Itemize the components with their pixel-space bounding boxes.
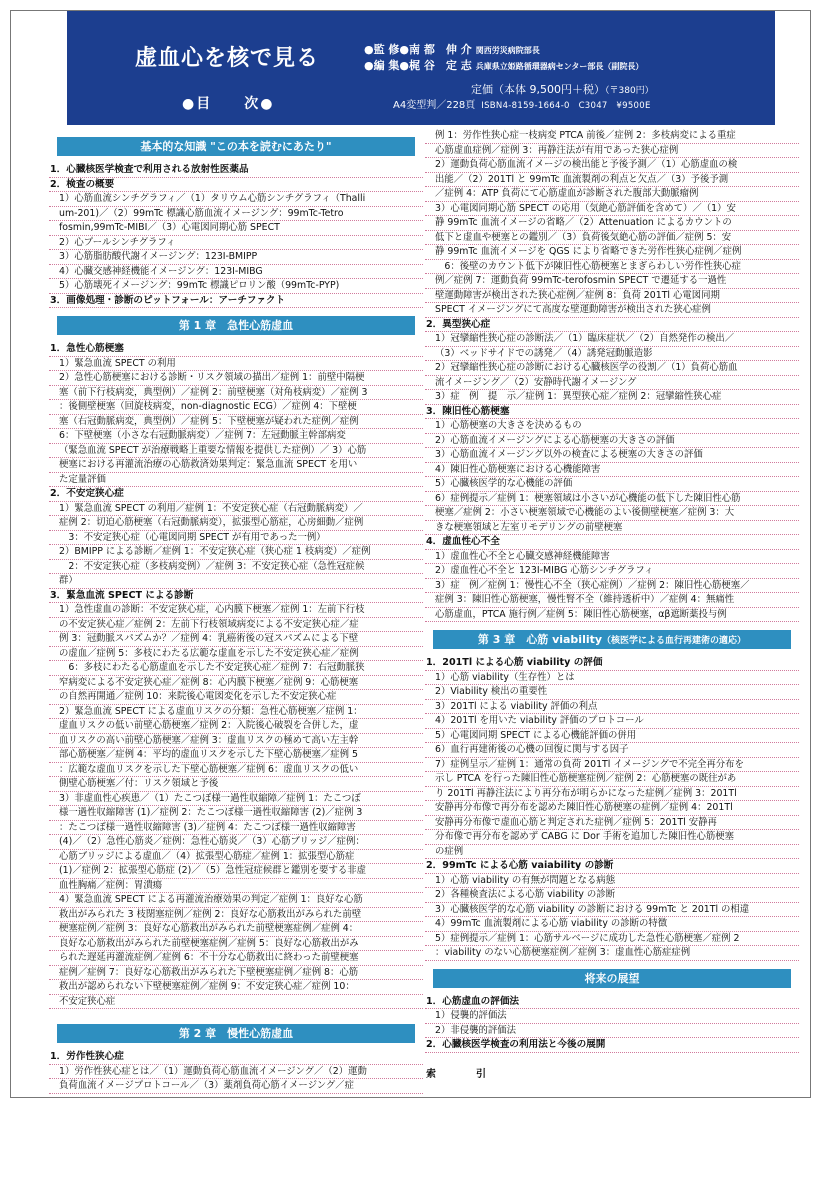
price bbox=[471, 81, 654, 97]
section-heading: 1．心筋虚血の評価法 bbox=[425, 995, 799, 1010]
section-heading: 4．虚血性心不全 bbox=[425, 535, 799, 550]
toc-item: (4)／（2）急性心筋炎／症例：急性心筋炎／（3）心筋ブリッジ／症例： bbox=[49, 835, 423, 850]
toc-item: 負荷血流イメージプロトコール／（3）薬剤負荷心筋イメージング／症 bbox=[49, 1079, 423, 1094]
toc-item: 1）心筋 viability（生存性）とは bbox=[425, 671, 799, 686]
toc-item: 窄病変による不安定狭心症／症例 8：心内膜下梗塞／症例 9：心筋梗塞 bbox=[49, 676, 423, 691]
index-heading: 索引 bbox=[426, 1068, 526, 1080]
toc-item: ／症例 4：ATP 負荷にて心筋虚血が診断された腹部大動脈瘤例 bbox=[425, 187, 799, 202]
toc-item: 3）心筋脂肪酸代謝イメージング：123I-BMIPP bbox=[49, 250, 423, 265]
toc-item: 梗塞症例／症例 3：良好な心筋救出がみられた前壁梗塞症例／症例 4： bbox=[49, 922, 423, 937]
toc-item: ：広範な虚血リスクを示した下壁心筋梗塞／症例 6：虚血リスクの低い bbox=[49, 763, 423, 778]
toc-item: ：viability のない心筋梗塞症例／症例 3：虚血性心筋症症例 bbox=[425, 946, 799, 961]
toc-item: 梗塞における再灌流治療の心筋救済効果判定：緊急血流 SPECT を用い bbox=[49, 458, 423, 473]
chapter-title: 第 2 章 慢性心筋虚血 bbox=[178, 1027, 294, 1040]
toc-item: 安静再分布像で虚血心筋と判定された症例／症例 5：201Tl 安静再 bbox=[425, 816, 799, 831]
toc-item: 示し PTCA を行った陳旧性心筋梗塞症例／症例 2：心筋梗塞の既往があ bbox=[425, 772, 799, 787]
toc-item: 5）心筋壊死イメージング：99mTc 標識ピロリン酸（99mTc-PYP) bbox=[49, 279, 423, 294]
toc-item: られた遅延再灌流症例／症例 6：不十分な心筋救出に終わった前壁梗塞 bbox=[49, 951, 423, 966]
chapter-title: 将来の展望 bbox=[584, 971, 640, 985]
toc-item: 3）心臓核医学的な心筋 viability の診断における 99mTc と 201Tl の相違 bbox=[425, 903, 799, 918]
toc-item: SPECT イメージングにて高度な壁運動障害が検出された狭心症例 bbox=[425, 303, 799, 318]
toc-item: 心筋虚血症例／症例 3：再静注法が有用であった狭心症例 bbox=[425, 144, 799, 159]
toc-item: 2）BMIPP による診断／症例 1：不安定狭心症（狭心症 1 枝病変）／症例 bbox=[49, 545, 423, 560]
toc-item: 1）急性虚血の診断：不安定狭心症，心内膜下梗塞／症例 1：左前下行枝 bbox=[49, 603, 423, 618]
section-heading: 3．陳旧性心筋梗塞 bbox=[425, 405, 799, 420]
toc-item: 6：後壁のカウント低下が陳旧性心筋梗塞とまぎらわしい労作性狭心症 bbox=[425, 260, 799, 275]
section-heading: 1．労作性狭心症 bbox=[49, 1050, 423, 1065]
supervisor-affiliation: 関西労災病院部長 bbox=[475, 46, 540, 55]
toc-item: 1）心筋 viability の有無が問題となる病態 bbox=[425, 874, 799, 889]
toc-item: 2）虚血性心不全と 123I-MIBG 心筋シンチグラフィ bbox=[425, 564, 799, 579]
toc-item: 3）201Tl による viability 評価の利点 bbox=[425, 700, 799, 715]
toc-item: 4）緊急血流 SPECT による再灌流治療効果の判定／症例 1：良好な心筋 bbox=[49, 893, 423, 908]
toc-item: 1）虚血性心不全と心臓交感神経機能障害 bbox=[425, 550, 799, 565]
toc-item: ：たこつぼ様一過性収縮障害 (3)／症例 4：たこつぼ様一過性収縮障害 bbox=[49, 821, 423, 836]
toc-item: um-201)／（2）99mTc 標識心筋血流イメージング：99mTc-Tetro bbox=[49, 207, 423, 222]
toc-item: 症例／症例 7：良好な心筋救出がみられた下壁梗塞症例／症例 8：心筋 bbox=[49, 966, 423, 981]
toc-item: た定量評価 bbox=[49, 473, 423, 488]
toc-item: 2：不安定狭心症（多枝病変例）／症例 3：不安定狭心症（急性冠症候 bbox=[49, 560, 423, 575]
editor-affiliation: 兵庫県立姫路循環器病センター部長（副院長） bbox=[475, 62, 644, 71]
section-heading: 2．検査の概要 bbox=[49, 178, 423, 193]
toc-item: 1）緊急血流 SPECT の利用 bbox=[49, 357, 423, 372]
toc-item: 1）心筋梗塞の大きさを決めるもの bbox=[425, 419, 799, 434]
chapter-header bbox=[433, 630, 791, 649]
toc-item: 様一過性収縮障害 (1)／症例 2：たこつぼ様一過性収縮障害 (2)／症例 3 bbox=[49, 806, 423, 821]
toc-item: 3）症 例 提 示／症例 1：異型狭心症／症例 2：冠攣縮性狭心症 bbox=[425, 390, 799, 405]
editor-name: 梶 谷 定 志 bbox=[409, 59, 472, 72]
section-heading: 2．異型狭心症 bbox=[425, 318, 799, 333]
toc-item: 良好な心筋救出がみられた前壁梗塞症例／症例 5：良好な心筋救出がみ bbox=[49, 937, 423, 952]
chapter-header bbox=[57, 137, 415, 156]
section-heading: 2．99mTc による心筋 vaiability の診断 bbox=[425, 859, 799, 874]
toc-item: 部心筋梗塞／症例 4：平均的虚血リスクを示した下壁心筋梗塞／症例 5 bbox=[49, 748, 423, 763]
toc-item: 5）心臓核医学的な心機能の評価 bbox=[425, 477, 799, 492]
toc-item: 低下と虚血や梗塞との鑑別／（3）負荷後気絶心筋の評価／症例 5：安 bbox=[425, 231, 799, 246]
toc-item: 2）心プールシンチグラフィ bbox=[49, 236, 423, 251]
section-heading: 1．心臓核医学検査で利用される放射性医薬品 bbox=[49, 163, 423, 178]
toc-item: 4）201Tl を用いた viability 評価のプロトコール bbox=[425, 714, 799, 729]
catalog-page bbox=[10, 10, 811, 1098]
toc-item: 3）症 例／症例 1：慢性心不全（狭心症例）／症例 2：陳旧性心筋梗塞／ bbox=[425, 579, 799, 594]
book-format: A4変型判／228頁 bbox=[393, 100, 476, 111]
toc-item: きな梗塞領域と左室リモデリングの前壁梗塞 bbox=[425, 521, 799, 536]
toc-item: 梗塞／症例 2：小さい梗塞領域で心機能のよい後側壁梗塞／症例 3：大 bbox=[425, 506, 799, 521]
toc-item: の不安定狭心症／症例 2：左前下行枝領域病変による不安定狭心症／症 bbox=[49, 618, 423, 633]
supervisor-line bbox=[364, 41, 540, 57]
toc-left-column bbox=[49, 129, 423, 1094]
toc-item: 不安定狭心症 bbox=[49, 995, 423, 1010]
toc-item: 3）心筋血流イメージング以外の検査による梗塞の大きさの評価 bbox=[425, 448, 799, 463]
toc-item: 1）労作性狭心症とは／（1）運動負荷心筋血流イメージング／（2）運動 bbox=[49, 1065, 423, 1080]
price-postage: （〒380円） bbox=[605, 86, 654, 96]
toc-item: 2）冠攣縮性狭心症の診断における心臓核医学の役割／（1）負荷心筋血 bbox=[425, 361, 799, 376]
toc-item: 血性胸痛／症例：胃潰瘍 bbox=[49, 879, 423, 894]
toc-item: fosmin,99mTc-MIBI／（3）心電図同期心筋 SPECT bbox=[49, 221, 423, 236]
toc-item: 7）症例呈示／症例 1：通常の負荷 201Tl イメージングで不完全再分布を bbox=[425, 758, 799, 773]
section-heading: 3．緊急血流 SPECT による診断 bbox=[49, 589, 423, 604]
toc-item: 3）非虚血性心疾患／（1）たこつぼ様一過性収縮障／症例 1：たこつぼ bbox=[49, 792, 423, 807]
toc-item: 4）陳旧性心筋梗塞における心機能障害 bbox=[425, 463, 799, 478]
toc-item: 4）心臓交感神経機能イメージング：123I-MIBG bbox=[49, 265, 423, 280]
toc-item: 心筋ブリッジによる虚血／（4）拡張型心筋症／症例 1：拡張型心筋症 bbox=[49, 850, 423, 865]
toc-item: （3）ベッドサイドでの誘発／（4）誘発冠動脈造影 bbox=[425, 347, 799, 362]
chapter-subtitle: （核医学による血行再建術の適応） bbox=[602, 636, 747, 646]
toc-item: 6）症例提示／症例 1：梗塞領域は小さいが心機能の低下した陳旧性心筋 bbox=[425, 492, 799, 507]
toc-item: 4）99mTc 血流製剤による心筋 viability の診断の特徴 bbox=[425, 917, 799, 932]
spacer bbox=[49, 1009, 423, 1016]
toc-item: (1)／症例 2：拡張型心筋症 (2)／（5）急性冠症候群と鑑別を要する非虚 bbox=[49, 864, 423, 879]
toc-item: 流イメージング／（2）安静時代謝イメージング bbox=[425, 376, 799, 391]
toc-item: 出能／（2）201Tl と 99mTc 血流製剤の利点と欠点／（3）予後予測 bbox=[425, 173, 799, 188]
toc-item: 2）緊急血流 SPECT による虚血リスクの分類：急性心筋梗塞／症例 1： bbox=[49, 705, 423, 720]
toc-item: 症例 3：陳旧性心筋梗塞，慢性腎不全（維持透析中）／症例 4：無痛性 bbox=[425, 593, 799, 608]
toc-item: 静 99mTc 血流イメージの省略／（2）Attenuation によるカウントの bbox=[425, 216, 799, 231]
toc-item: 1）心筋血流シンチグラフィ／（1）タリウム心筋シンチグラフィ（Thalli bbox=[49, 192, 423, 207]
toc-item: 6：下壁梗塞（小さな右冠動脈病変）／症例 7：左冠動脈主幹部病変 bbox=[49, 429, 423, 444]
chapter-header bbox=[57, 1024, 415, 1043]
toc-item: 5）心電図同期 SPECT による心機能評価の併用 bbox=[425, 729, 799, 744]
price-main: 定価（本体 9,500円＋税） bbox=[471, 83, 605, 96]
toc-label: ●目 次● bbox=[182, 96, 275, 112]
toc-item: 静 99mTc 血流イメージを QGS により省略できた労作性狭心症例／症例 bbox=[425, 245, 799, 260]
chapter-title: 第 1 章 急性心筋虚血 bbox=[178, 319, 294, 332]
toc-item: 1）侵襲的評価法 bbox=[425, 1009, 799, 1024]
toc-item: 2）各種検査法による心筋 viability の診断 bbox=[425, 888, 799, 903]
editor-role: ●編 集● bbox=[364, 59, 410, 72]
toc-item: 血リスクの高い前壁心筋梗塞／症例 3：虚血リスクの極めて高い左主幹 bbox=[49, 734, 423, 749]
toc-item: 症例 2：切迫心筋梗塞（右冠動脈病変），拡張型心筋症，心房細動／症例 bbox=[49, 516, 423, 531]
chapter-header bbox=[433, 969, 791, 988]
toc-item: 6）血行再建術後の心機の回復に関与する因子 bbox=[425, 743, 799, 758]
toc-right-column bbox=[425, 129, 799, 1080]
toc-item: 救出がみられた 3 枝閉塞症例／症例 2：良好な心筋救出がみられた前壁 bbox=[49, 908, 423, 923]
section-heading: 1．201Tl による心筋 viability の評価 bbox=[425, 656, 799, 671]
toc-item: （緊急血流 SPECT が治療戦略上重要な情報を提供した症例）／ 3）心筋 bbox=[49, 444, 423, 459]
chapter-title: 基本的な知識 "この本を読むにあたり" bbox=[140, 140, 332, 153]
toc-item: 2）非侵襲的評価法 bbox=[425, 1024, 799, 1039]
chapter-title: 第 3 章 心筋 viability bbox=[477, 633, 603, 646]
toc-item: り 201Tl 再静注法により再分布が明らかになった症例／症例 3：201Tl bbox=[425, 787, 799, 802]
toc-item: 安静再分布像で再分布を認めた陳旧性心筋梗塞の症例／症例 4：201Tl bbox=[425, 801, 799, 816]
supervisor-role: ●監 修● bbox=[364, 43, 410, 56]
toc-item: 虚血リスクの低い前壁心筋梗塞／症例 2：入院後心破裂を合併した，虚 bbox=[49, 719, 423, 734]
chapter-header bbox=[57, 316, 415, 335]
toc-item: 5）症例提示／症例 1：心筋サルベージに成功した急性心筋梗塞／症例 2 bbox=[425, 932, 799, 947]
toc-item: 2）急性心筋梗塞における診断・リスク領域の描出／症例 1：前壁中隔梗 bbox=[49, 371, 423, 386]
toc-item: ：後側壁梗塞（回旋枝病変，non-diagnostic ECG）／症例 4：下壁梗 bbox=[49, 400, 423, 415]
toc-item: 群） bbox=[49, 574, 423, 589]
toc-item: の症例 bbox=[425, 845, 799, 860]
toc-item: 3：不安定狭心症（心電図同期 SPECT が有用であった一例） bbox=[49, 531, 423, 546]
book-spec bbox=[393, 96, 651, 111]
toc-item: 例 3：冠動脈スパズムか？／症例 4：乳癌術後の冠スパズムによる下壁 bbox=[49, 632, 423, 647]
section-heading: 1．急性心筋梗塞 bbox=[49, 342, 423, 357]
toc-item: 心筋虚血，PTCA 施行例／症例 5：陳旧性心筋梗塞，αβ遮断薬投与例 bbox=[425, 608, 799, 623]
toc-item: 壁運動障害が検出された狭心症例／症例 8：負荷 201Tl 心電図同期 bbox=[425, 289, 799, 304]
toc-item: 6：多枝にわたる心筋虚血を示した不安定狭心症／症例 7：右冠動脈狭 bbox=[49, 661, 423, 676]
toc-item: 2）Viability 検出の重要性 bbox=[425, 685, 799, 700]
toc-item: 側壁心筋梗塞／付：リスク領域と予後 bbox=[49, 777, 423, 792]
toc-item: 2）心筋血流イメージングによる心筋梗塞の大きさの評価 bbox=[425, 434, 799, 449]
toc-item: 分布像で再分布を認めず CABG に Dor 手術を追加した陳旧性心筋梗塞 bbox=[425, 830, 799, 845]
isbn: ISBN4-8159-1664-0 C3047 ¥9500E bbox=[481, 101, 651, 111]
section-heading: 2．心臓核医学検査の利用法と今後の展開 bbox=[425, 1038, 799, 1053]
toc-item: 2）運動負荷心筋血流イメージの検出能と予後予測／（1）心筋虚血の検 bbox=[425, 158, 799, 173]
supervisor-name: 南 都 伸 介 bbox=[409, 43, 472, 56]
toc-item: 1）緊急血流 SPECT の利用／症例 1：不安定狭心症（右冠動脈病変）／ bbox=[49, 502, 423, 517]
editor-line bbox=[364, 57, 643, 73]
toc-item: 塞（前下行枝病変，典型例）／症例 2：前壁梗塞（対角枝病変）／症例 3 bbox=[49, 386, 423, 401]
toc-item: 塞（右冠動脈病変，典型例）／症例 5：下壁梗塞が疑われた症例／症例 bbox=[49, 415, 423, 430]
toc-item: の虚血／症例 5：多枝にわたる広範な虚血を示した不安定狭心症／症例 bbox=[49, 647, 423, 662]
toc-item: 救出が認められない下壁梗塞症例／症例 9：不安定狭心症／症例 10： bbox=[49, 980, 423, 995]
toc-item: 例 1：労作性狭心症一枝病変 PTCA 前後／症例 2：多枝病変による重症 bbox=[425, 129, 799, 144]
toc-item: 例／症例 7：運動負荷 99mTc-terofosmin SPECT で遷延する一過性 bbox=[425, 274, 799, 289]
book-title: 虚血心を核で見る bbox=[135, 45, 320, 71]
toc-item: 3）心電図同期心筋 SPECT の応用（気絶心筋評価を含めて）／（1）安 bbox=[425, 202, 799, 217]
header-banner bbox=[67, 11, 775, 125]
toc-item: 1）冠攣縮性狭心症の診断法／（1）臨床症状／（2）自然発作の検出／ bbox=[425, 332, 799, 347]
toc-item: の自然再開通／症例 10：来院後心電図変化を示した不安定狭心症 bbox=[49, 690, 423, 705]
section-heading: 3．画像処理・診断のピットフォール：アーチファクト bbox=[49, 294, 423, 309]
section-heading: 2．不安定狭心症 bbox=[49, 487, 423, 502]
